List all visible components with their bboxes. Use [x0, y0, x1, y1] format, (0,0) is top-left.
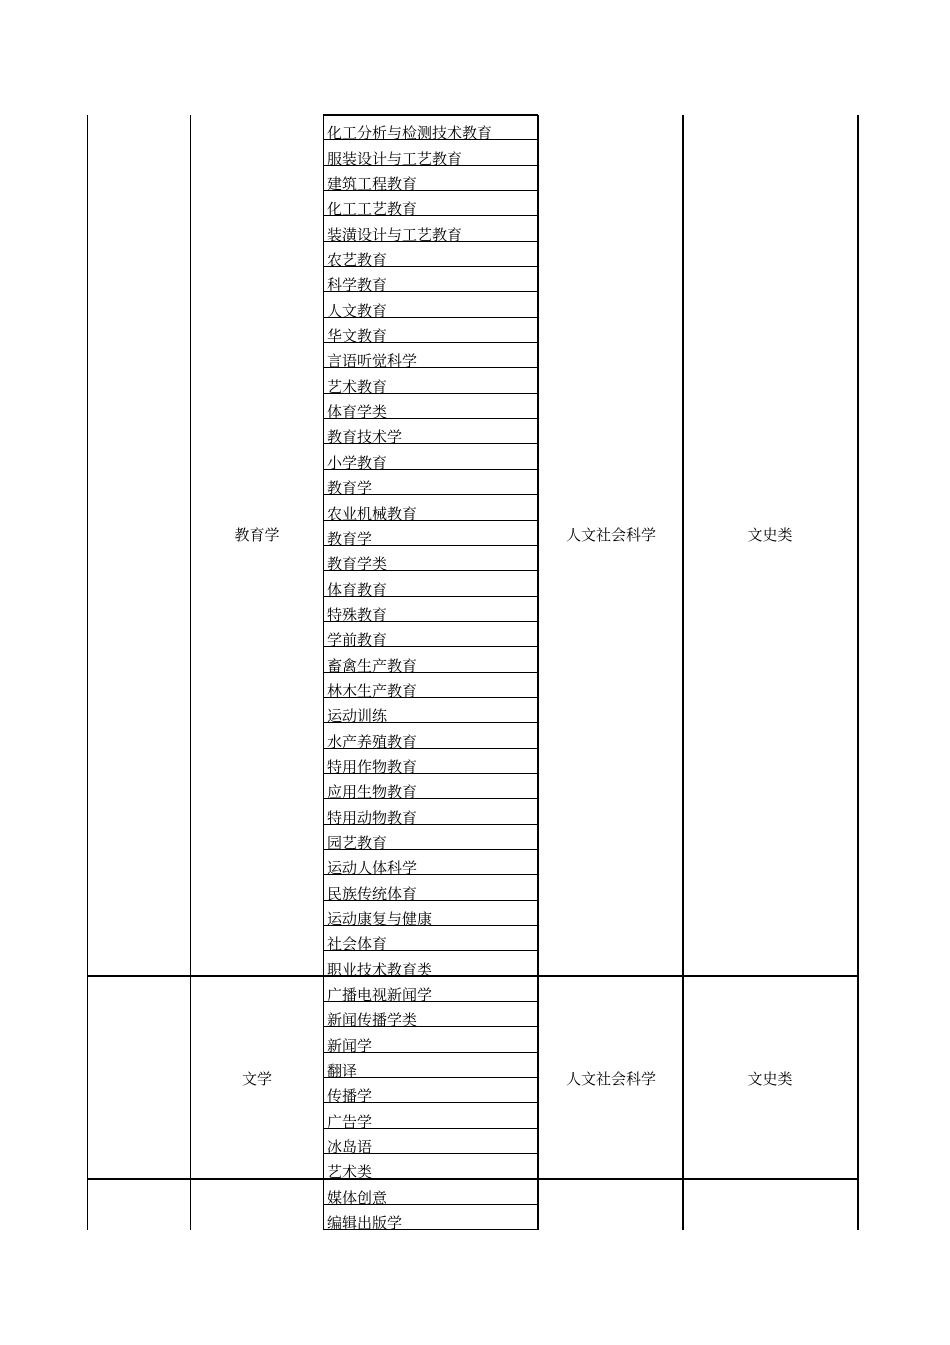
major-row — [323, 419, 538, 447]
major-name: 特用动物教育 — [327, 808, 418, 827]
major-name: 民族传统体育 — [327, 884, 418, 903]
major-row — [323, 242, 538, 270]
major-name: 林木生产教育 — [327, 681, 418, 700]
major-row — [323, 521, 538, 546]
major-row — [323, 267, 538, 295]
major-name: 畜禽生产教育 — [327, 656, 418, 675]
major-name: 编辑出版学 — [327, 1214, 403, 1233]
major-row — [323, 1053, 538, 1081]
major-name: 传播学 — [327, 1087, 373, 1106]
major-name: 冰岛语 — [327, 1138, 373, 1157]
major-row — [323, 749, 538, 774]
major-row — [323, 140, 538, 168]
major-row — [323, 647, 538, 675]
major-name: 言语听觉科学 — [327, 352, 418, 371]
major-name: 艺术类 — [327, 1163, 373, 1182]
major-name: 职业技术教育类 — [327, 960, 433, 979]
major-name: 运动康复与健康 — [327, 910, 433, 928]
major-name: 新闻学 — [327, 1036, 373, 1055]
major-name: 翻译 — [327, 1062, 358, 1081]
major-row — [323, 1103, 538, 1131]
major-row — [323, 216, 538, 244]
major-name: 体育学类 — [327, 403, 388, 422]
major-name: 新闻传播学类 — [327, 1011, 418, 1030]
major-name: 媒体创意 — [327, 1188, 388, 1207]
major-row — [323, 850, 538, 878]
major-name: 建筑工程教育 — [327, 175, 418, 194]
major-row — [323, 799, 538, 827]
major-row — [323, 166, 538, 194]
major-row — [323, 343, 538, 371]
major-row — [323, 1002, 538, 1030]
major-name: 特殊教育 — [327, 605, 388, 624]
major-row — [323, 546, 538, 574]
major-list — [323, 115, 538, 1233]
major-row — [323, 825, 538, 850]
major-row — [323, 926, 538, 954]
major-name: 科学教育 — [327, 276, 388, 295]
major-row — [323, 394, 538, 422]
major-name: 应用生物教育 — [327, 783, 418, 802]
major-name: 广播电视新闻学 — [327, 986, 433, 1005]
field-cell: 人文社会科学 — [565, 526, 657, 544]
major-row — [323, 1205, 538, 1233]
major-name: 教育学类 — [327, 555, 388, 574]
major-row — [323, 115, 538, 143]
major-row — [323, 191, 538, 219]
major-name: 装潢设计与工艺教育 — [327, 225, 463, 244]
major-row — [323, 774, 538, 802]
major-name: 教育技术学 — [327, 428, 403, 447]
discipline-cell: 文学 — [241, 1070, 273, 1088]
column-border-discipline — [190, 115, 191, 1230]
major-row — [323, 597, 538, 622]
major-name: 华文教育 — [327, 327, 388, 346]
field-cell: 人文社会科学 — [565, 1070, 657, 1088]
major-row — [323, 571, 538, 599]
major-row — [323, 622, 538, 650]
major-name: 化工分析与检测技术教育 — [327, 124, 493, 143]
major-row — [323, 951, 538, 979]
major-name: 学前教育 — [327, 631, 388, 650]
major-name: 小学教育 — [327, 453, 388, 472]
major-name: 化工工艺教育 — [327, 200, 418, 219]
major-name: 水产养殖教育 — [327, 732, 418, 751]
major-row — [323, 698, 538, 726]
major-row — [323, 444, 538, 472]
major-name: 社会体育 — [327, 935, 388, 954]
major-name: 教育学 — [327, 479, 373, 498]
category-cell: 文史类 — [747, 1070, 793, 1088]
major-name: 运动训练 — [327, 707, 388, 726]
major-name: 特用作物教育 — [327, 757, 418, 776]
major-row — [323, 1129, 538, 1157]
major-row — [323, 977, 538, 1005]
major-name: 教育学 — [327, 529, 373, 548]
major-row — [323, 470, 538, 498]
major-name: 服装设计与工艺教育 — [327, 149, 463, 168]
major-row — [323, 723, 538, 751]
major-name: 农艺教育 — [327, 251, 388, 270]
major-row — [323, 292, 538, 320]
major-name: 广告学 — [327, 1112, 373, 1131]
major-row — [323, 901, 538, 926]
major-name: 运动人体科学 — [327, 859, 418, 878]
major-name: 人文教育 — [327, 301, 388, 320]
major-name: 体育教育 — [327, 580, 388, 599]
major-row — [323, 1027, 538, 1055]
column-border-field — [682, 115, 684, 1230]
major-row — [323, 495, 538, 523]
major-row — [323, 368, 538, 396]
column-border-left — [87, 115, 88, 1230]
major-row — [323, 875, 538, 903]
major-name: 农业机械教育 — [327, 504, 418, 523]
discipline-cell: 教育学 — [234, 526, 280, 544]
column-border-right — [857, 115, 859, 1230]
major-row — [323, 1154, 538, 1182]
major-row — [323, 318, 538, 346]
major-row — [323, 1179, 538, 1207]
category-cell: 文史类 — [747, 526, 793, 544]
major-name: 园艺教育 — [327, 833, 388, 852]
major-name: 艺术教育 — [327, 377, 388, 396]
major-row — [323, 1078, 538, 1106]
major-row — [323, 673, 538, 698]
